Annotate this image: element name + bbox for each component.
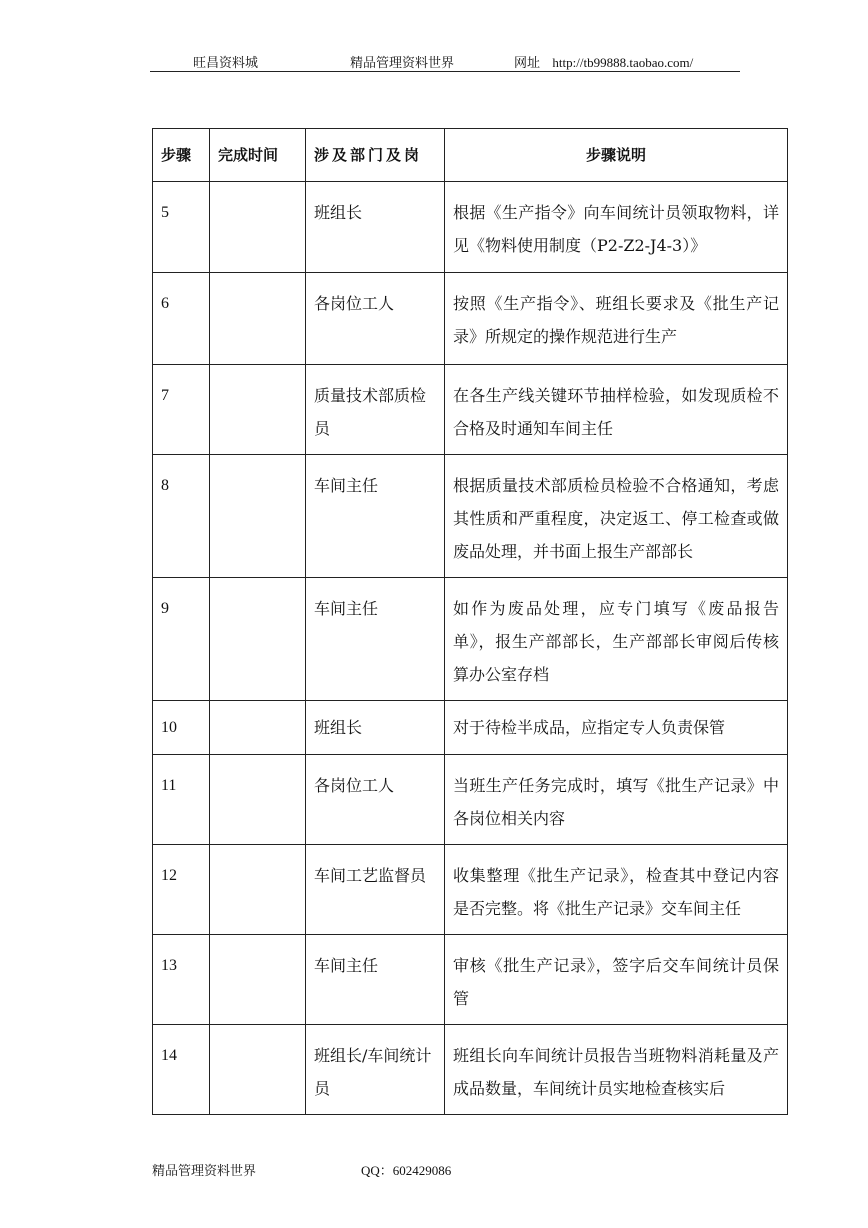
cell-step: 8: [153, 455, 210, 578]
cell-dept: 班组长: [306, 182, 445, 273]
cell-step: 9: [153, 578, 210, 701]
cell-time: [210, 182, 306, 273]
cell-dept: 车间主任: [306, 578, 445, 701]
header-url-group: [514, 52, 693, 71]
footer-qq: QQ：602429086: [361, 1163, 452, 1178]
cell-step: 12: [153, 845, 210, 935]
cell-desc: 如作为废品处理，应专门填写《废品报告单》，报生产部部长，生产部部长审阅后传核算办公室存档: [445, 578, 788, 701]
header-url-link[interactable]: http://tb99888.taobao.com/: [552, 55, 694, 70]
cell-time: [210, 935, 306, 1025]
cell-time: [210, 578, 306, 701]
cell-time: [210, 455, 306, 578]
table-header-row: [153, 129, 788, 182]
cell-time: [210, 701, 306, 755]
footer-title: 精品管理资料世界: [152, 1164, 257, 1179]
column-header-step: 步骤: [153, 129, 210, 182]
cell-dept: 车间工艺监督员: [306, 845, 445, 935]
cell-step: 13: [153, 935, 210, 1025]
cell-step: 6: [153, 273, 210, 365]
cell-desc: 根据质量技术部质检员检验不合格通知，考虑其性质和严重程度，决定返工、停工检查或做废品处理，并书面上报生产部部长: [445, 455, 788, 578]
table-row: [153, 1025, 788, 1115]
header-site-name: 旺昌资料城: [193, 56, 259, 71]
table-row: [153, 701, 788, 755]
header-url-label: 网址: [514, 56, 541, 71]
cell-dept: 质量技术部质检员: [306, 365, 445, 455]
cell-desc: 当班生产任务完成时，填写《批生产记录》中各岗位相关内容: [445, 755, 788, 845]
cell-step: 11: [153, 755, 210, 845]
cell-step: 7: [153, 365, 210, 455]
cell-desc: 班组长向车间统计员报告当班物料消耗量及产成品数量，车间统计员实地检查核实后: [445, 1025, 788, 1115]
steps-table: [152, 128, 788, 1115]
cell-desc: 审核《批生产记录》，签字后交车间统计员保管: [445, 935, 788, 1025]
column-header-time: 完成时间: [210, 129, 306, 182]
column-header-dept: 涉及部门及岗: [306, 129, 445, 182]
cell-time: [210, 273, 306, 365]
table-row: [153, 845, 788, 935]
header-title: 精品管理资料世界: [350, 56, 455, 71]
cell-step: 14: [153, 1025, 210, 1115]
cell-desc: 收集整理《批生产记录》，检查其中登记内容是否完整。将《批生产记录》交车间主任: [445, 845, 788, 935]
cell-desc: 按照《生产指令》、班组长要求及《批生产记录》所规定的操作规范进行生产: [445, 273, 788, 365]
cell-dept: 各岗位工人: [306, 755, 445, 845]
table-row: [153, 455, 788, 578]
header-divider: [150, 71, 740, 72]
table-row: [153, 273, 788, 365]
cell-desc: 在各生产线关键环节抽样检验，如发现质检不合格及时通知车间主任: [445, 365, 788, 455]
cell-dept: 班组长/车间统计员: [306, 1025, 445, 1115]
table-row: [153, 755, 788, 845]
column-header-desc: 步骤说明: [445, 129, 788, 182]
table-row: [153, 365, 788, 455]
cell-dept: 车间主任: [306, 935, 445, 1025]
cell-dept: 车间主任: [306, 455, 445, 578]
table-row: [153, 935, 788, 1025]
cell-time: [210, 845, 306, 935]
cell-time: [210, 365, 306, 455]
cell-desc: 根据《生产指令》向车间统计员领取物料，详见《物料使用制度（P2-Z2-J4-3）》: [445, 182, 788, 273]
cell-dept: 各岗位工人: [306, 273, 445, 365]
cell-dept: 班组长: [306, 701, 445, 755]
cell-desc: 对于待检半成品，应指定专人负责保管: [445, 701, 788, 755]
cell-time: [210, 1025, 306, 1115]
table-row: [153, 578, 788, 701]
table-row: [153, 182, 788, 273]
cell-time: [210, 755, 306, 845]
cell-step: 5: [153, 182, 210, 273]
cell-step: 10: [153, 701, 210, 755]
page-header: [0, 52, 868, 72]
